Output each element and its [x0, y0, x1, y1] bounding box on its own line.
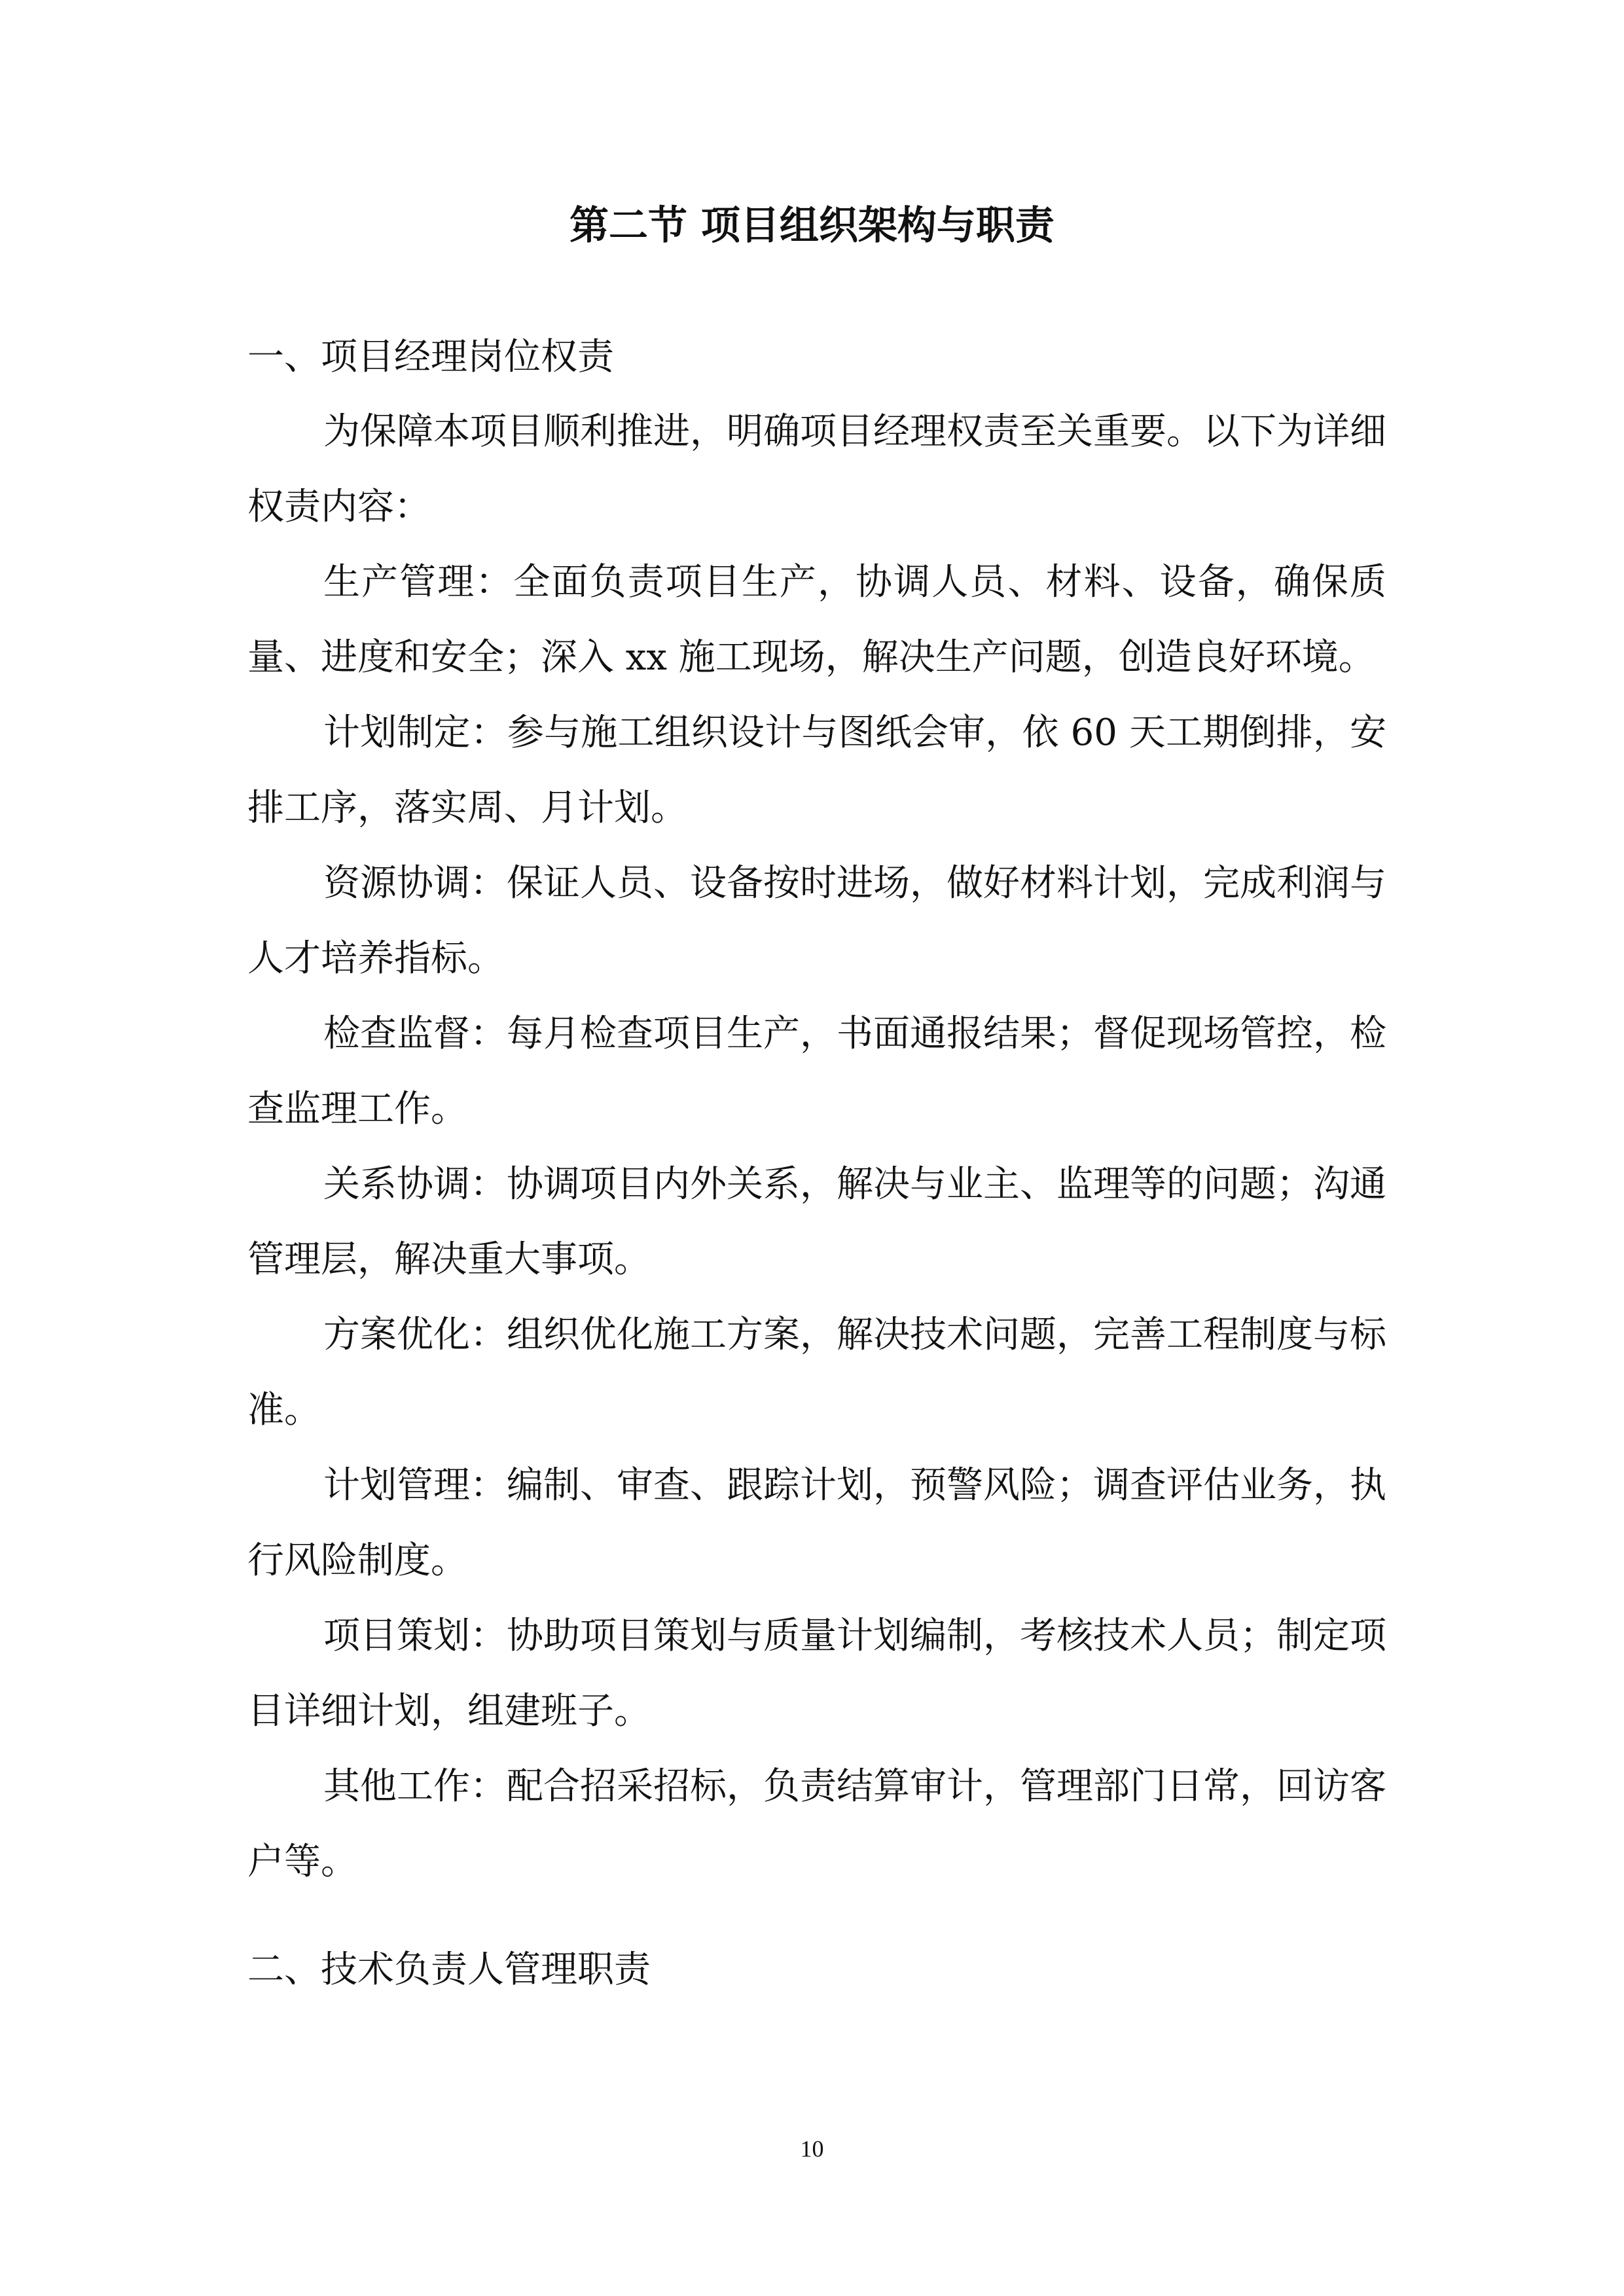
page-title: 第二节 项目组织架构与职责	[569, 203, 1055, 249]
paragraph-relationship-coordination: 关系协调：协调项目内外关系，解决与业主、监理等的问题；沟通管理层，解决重大事项。	[247, 1163, 1386, 1281]
document-body	[247, 321, 1386, 2007]
section-heading-project-manager: 一、项目经理岗位权责	[247, 336, 614, 378]
paragraph-plan-optimization: 方案优化：组织优化施工方案，解决技术问题，完善工程制度与标准。	[247, 1314, 1386, 1431]
page-number: 10	[800, 2136, 824, 2162]
paragraph-production-management: 生产管理：全面负责项目生产，协调人员、材料、设备，确保质量、进度和安全；深入 xx 施工现场，解决生产问题，创造良好环境。	[247, 561, 1386, 679]
paragraph-intro: 为保障本项目顺利推进，明确项目经理权责至关重要。以下为详细权责内容：	[247, 410, 1386, 528]
paragraph-resource-coordination: 资源协调：保证人员、设备按时进场，做好材料计划，完成利润与人才培养指标。	[247, 862, 1386, 980]
section-heading-technical-lead: 二、技术负责人管理职责	[247, 1948, 651, 1991]
paragraph-plan-formulation: 计划制定：参与施工组织设计与图纸会审，依 60 天工期倒排，安排工序，落实周、月计划。	[247, 711, 1386, 829]
paragraph-other-work: 其他工作：配合招采招标，负责结算审计，管理部门日常，回访客户等。	[247, 1765, 1386, 1883]
paragraph-inspection-supervision: 检查监督：每月检查项目生产，书面通报结果；督促现场管控，检查监理工作。	[247, 1013, 1386, 1130]
paragraph-plan-management: 计划管理：编制、审查、跟踪计划，预警风险；调查评估业务，执行风险制度。	[247, 1464, 1386, 1582]
paragraph-project-planning: 项目策划：协助项目策划与质量计划编制，考核技术人员；制定项目详细计划，组建班子。	[247, 1615, 1386, 1732]
